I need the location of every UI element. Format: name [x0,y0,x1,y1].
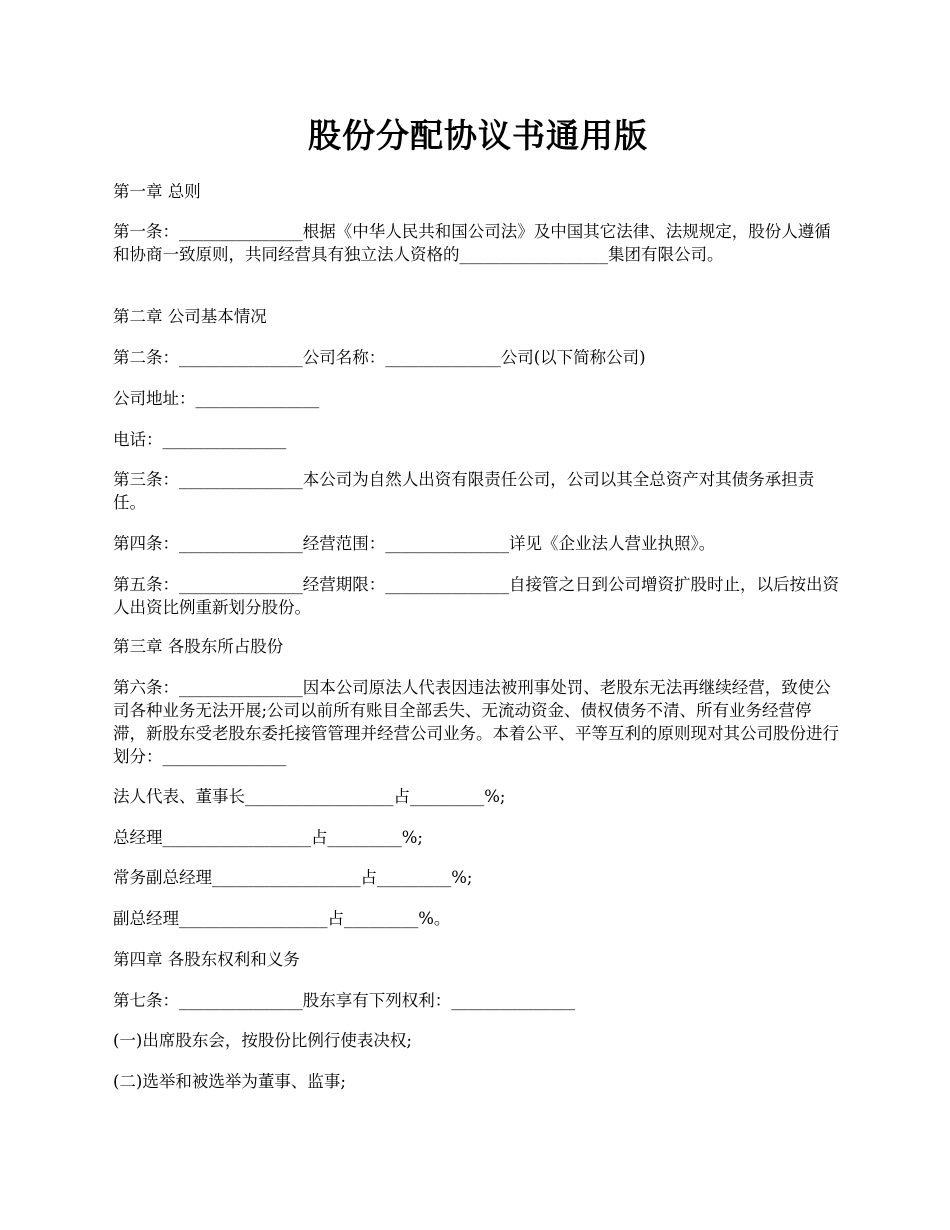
article-4: 第四条：_______________经营范围：_______________详见《企业法人营业执照》。 [113,534,716,553]
article-7: 第七条：_______________股东享有下列权利：_______________ [113,991,575,1010]
company-address: 公司地址：_______________ [113,389,320,408]
chapter-heading-2: 第二章 公司基本情况 [113,307,267,326]
company-phone: 电话：_______________ [113,430,287,449]
article-6: 第六条：_______________因本公司原法人代表因违法被刑事处罚、老股东无法再继续经营，致使公司各种业务无法开展;公司以前所有账目全部丢失、无流动资金、债权债务不清、所有业务经营停滞，新股东受老股东委托接管管理并经营公司业务。本着公平、平等互利的原则现对其公司股份进行划分：_______________ [113,678,839,766]
chapter-heading-3: 第三章 各股东所占股份 [113,637,284,656]
share-legal-rep: 法人代表、董事长__________________占_________%; [113,787,506,806]
article-1: 第一条：_______________根据《中华人民共和国公司法》及中国其它法律、法规规定，股份人遵循和协商一致原则，共同经营具有独立法人资格的__________________集团有限公司。 [113,222,831,264]
article-2: 第二条：_______________公司名称：______________公司(以下简称公司) [113,348,646,367]
share-executive-deputy: 常务副总经理__________________占_________%; [113,868,473,887]
article-5: 第五条：_______________经营期限：_______________自接管之日到公司增资扩股时止，以后按出资人出资比例重新划分股份。 [113,575,839,617]
right-item-2: (二)选举和被选举为董事、监事; [113,1072,346,1091]
chapter-heading-1: 第一章 总则 [113,182,201,201]
share-deputy-manager: 副总经理__________________占_________%。 [113,909,451,928]
right-item-1: (一)出席股东会，按股份比例行使表决权; [113,1031,412,1050]
document-title: 股份分配协议书通用版 [308,116,648,155]
article-3: 第三条：_______________本公司为自然人出资有限责任公司，公司以其全总资产对其债务承担责任。 [113,470,815,512]
chapter-heading-4: 第四章 各股东权利和义务 [113,950,300,969]
share-general-manager: 总经理__________________占_________%; [113,828,423,847]
